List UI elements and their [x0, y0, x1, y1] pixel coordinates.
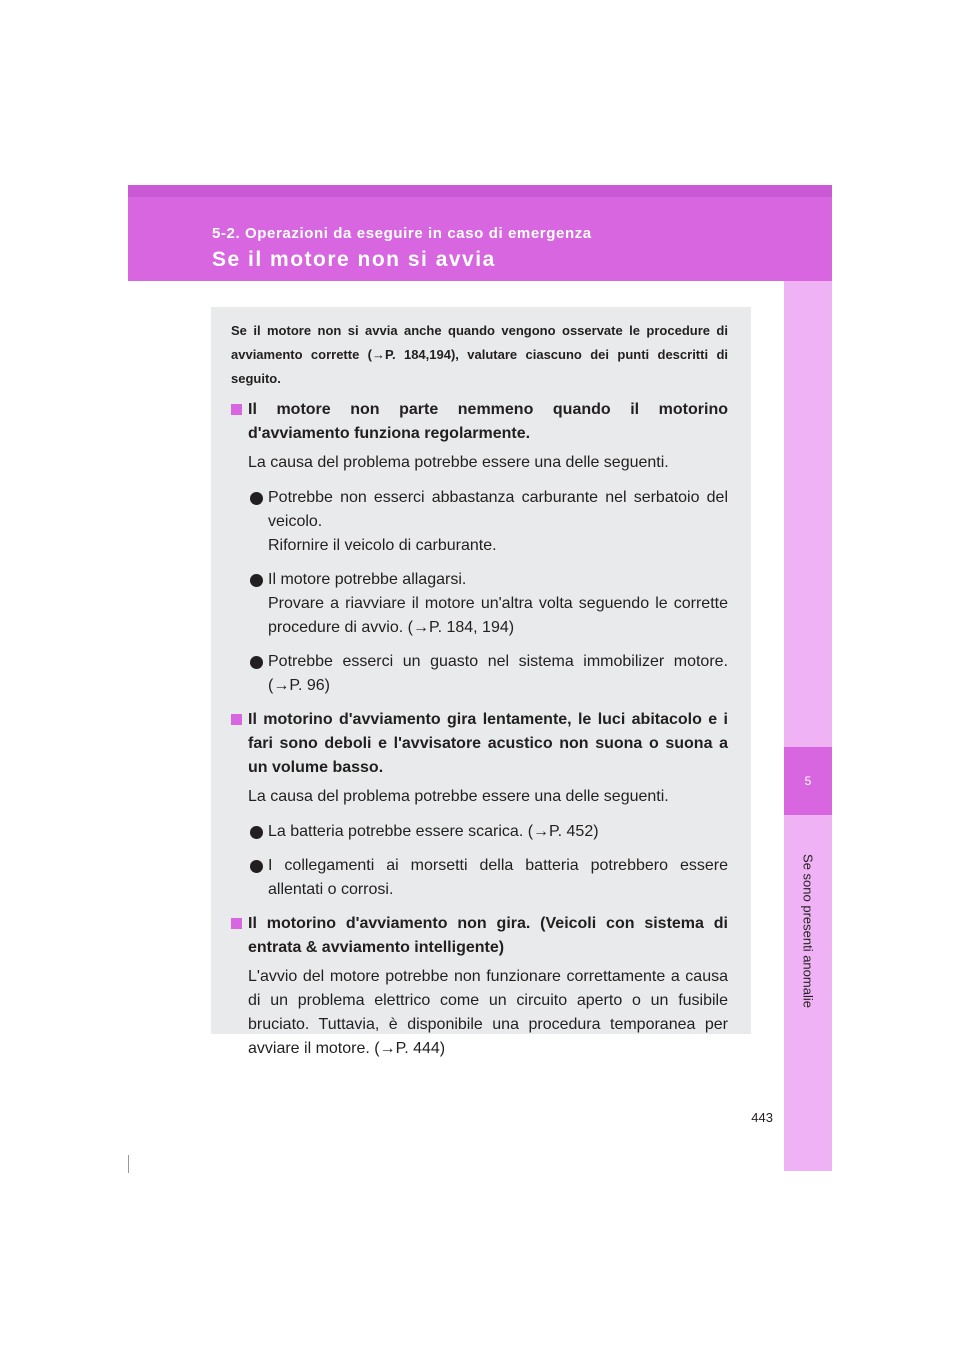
section-lead: La causa del problema potrebbe essere una delle seguenti.	[248, 788, 669, 805]
list-item	[231, 568, 728, 640]
bullet-line: Potrebbe non esserci abbastanza carburante nel serbatoio del veicolo.	[268, 489, 728, 530]
chapter-header	[128, 185, 832, 281]
bullet-dot-icon	[250, 860, 263, 873]
chapter-number: 5	[804, 774, 812, 788]
section-heading: Il motorino d'avviamento non gira. (Veicoli con sistema di entrata & avviamento intelligente)	[231, 912, 728, 960]
content-box	[211, 307, 751, 1057]
list-item	[231, 820, 728, 844]
section-starter-not-turning	[231, 912, 728, 1061]
bullet-line: Provare a riavviare il motore un'altra volta seguendo le corrette procedure di avvio. (→P. 184, 194)	[268, 595, 728, 636]
section-starter-slow	[231, 708, 728, 902]
bullet-dot-icon	[250, 656, 263, 669]
list-item	[231, 854, 728, 902]
chapter-side-tab	[784, 281, 832, 1171]
bullet-line: Potrebbe esserci un guasto nel sistema immobilizer motore. (→P. 96)	[268, 653, 728, 694]
section-label: 5-2. Operazioni da eseguire in caso di emergenza	[212, 225, 592, 242]
intro-text: Se il motore non si avvia anche quando vengono osservate le procedure di avviamento corrette (→P. 184,194), valutare ciascuno dei punti descritti di seguito.	[231, 323, 728, 386]
section-starter-ok	[231, 398, 728, 698]
bullet-line: Il motore potrebbe allagarsi.	[268, 571, 467, 588]
section-heading: Il motorino d'avviamento gira lentamente, le luci abitacolo e i fari sono deboli e l'avvisatore acustico non suona o suona a un volume basso.	[231, 708, 728, 780]
bullet-dot-icon	[250, 574, 263, 587]
bullet-line: I collegamenti ai morsetti della batteria potrebbero essere allentati o corrosi.	[268, 857, 728, 898]
crop-mark	[128, 1155, 129, 1173]
bullet-dot-icon	[250, 492, 263, 505]
header-rule	[128, 185, 832, 197]
bullet-line: La batteria potrebbe essere scarica. (→P. 452)	[268, 823, 599, 840]
section-heading: Il motore non parte nemmeno quando il motorino d'avviamento funziona regolarmente.	[231, 398, 728, 446]
section-lead: L'avvio del motore potrebbe non funzionare correttamente a causa di un problema elettrico come un circuito aperto o un fusibile bruciato. Tuttavia, è disponibile una procedura temporanea per avviare il motore. (→P. 444)	[248, 968, 728, 1057]
bullet-line: Rifornire il veicolo di carburante.	[268, 537, 497, 554]
list-item	[231, 650, 728, 698]
bullet-dot-icon	[250, 826, 263, 839]
square-bullet-icon	[231, 714, 242, 725]
square-bullet-icon	[231, 404, 242, 415]
section-lead: La causa del problema potrebbe essere una delle seguenti.	[248, 454, 669, 471]
list-item	[231, 486, 728, 558]
page-title: Se il motore non si avvia	[212, 248, 496, 271]
square-bullet-icon	[231, 918, 242, 929]
page-number: 443	[751, 1110, 773, 1125]
chapter-title: Se sono presenti anomalie	[800, 854, 816, 1008]
